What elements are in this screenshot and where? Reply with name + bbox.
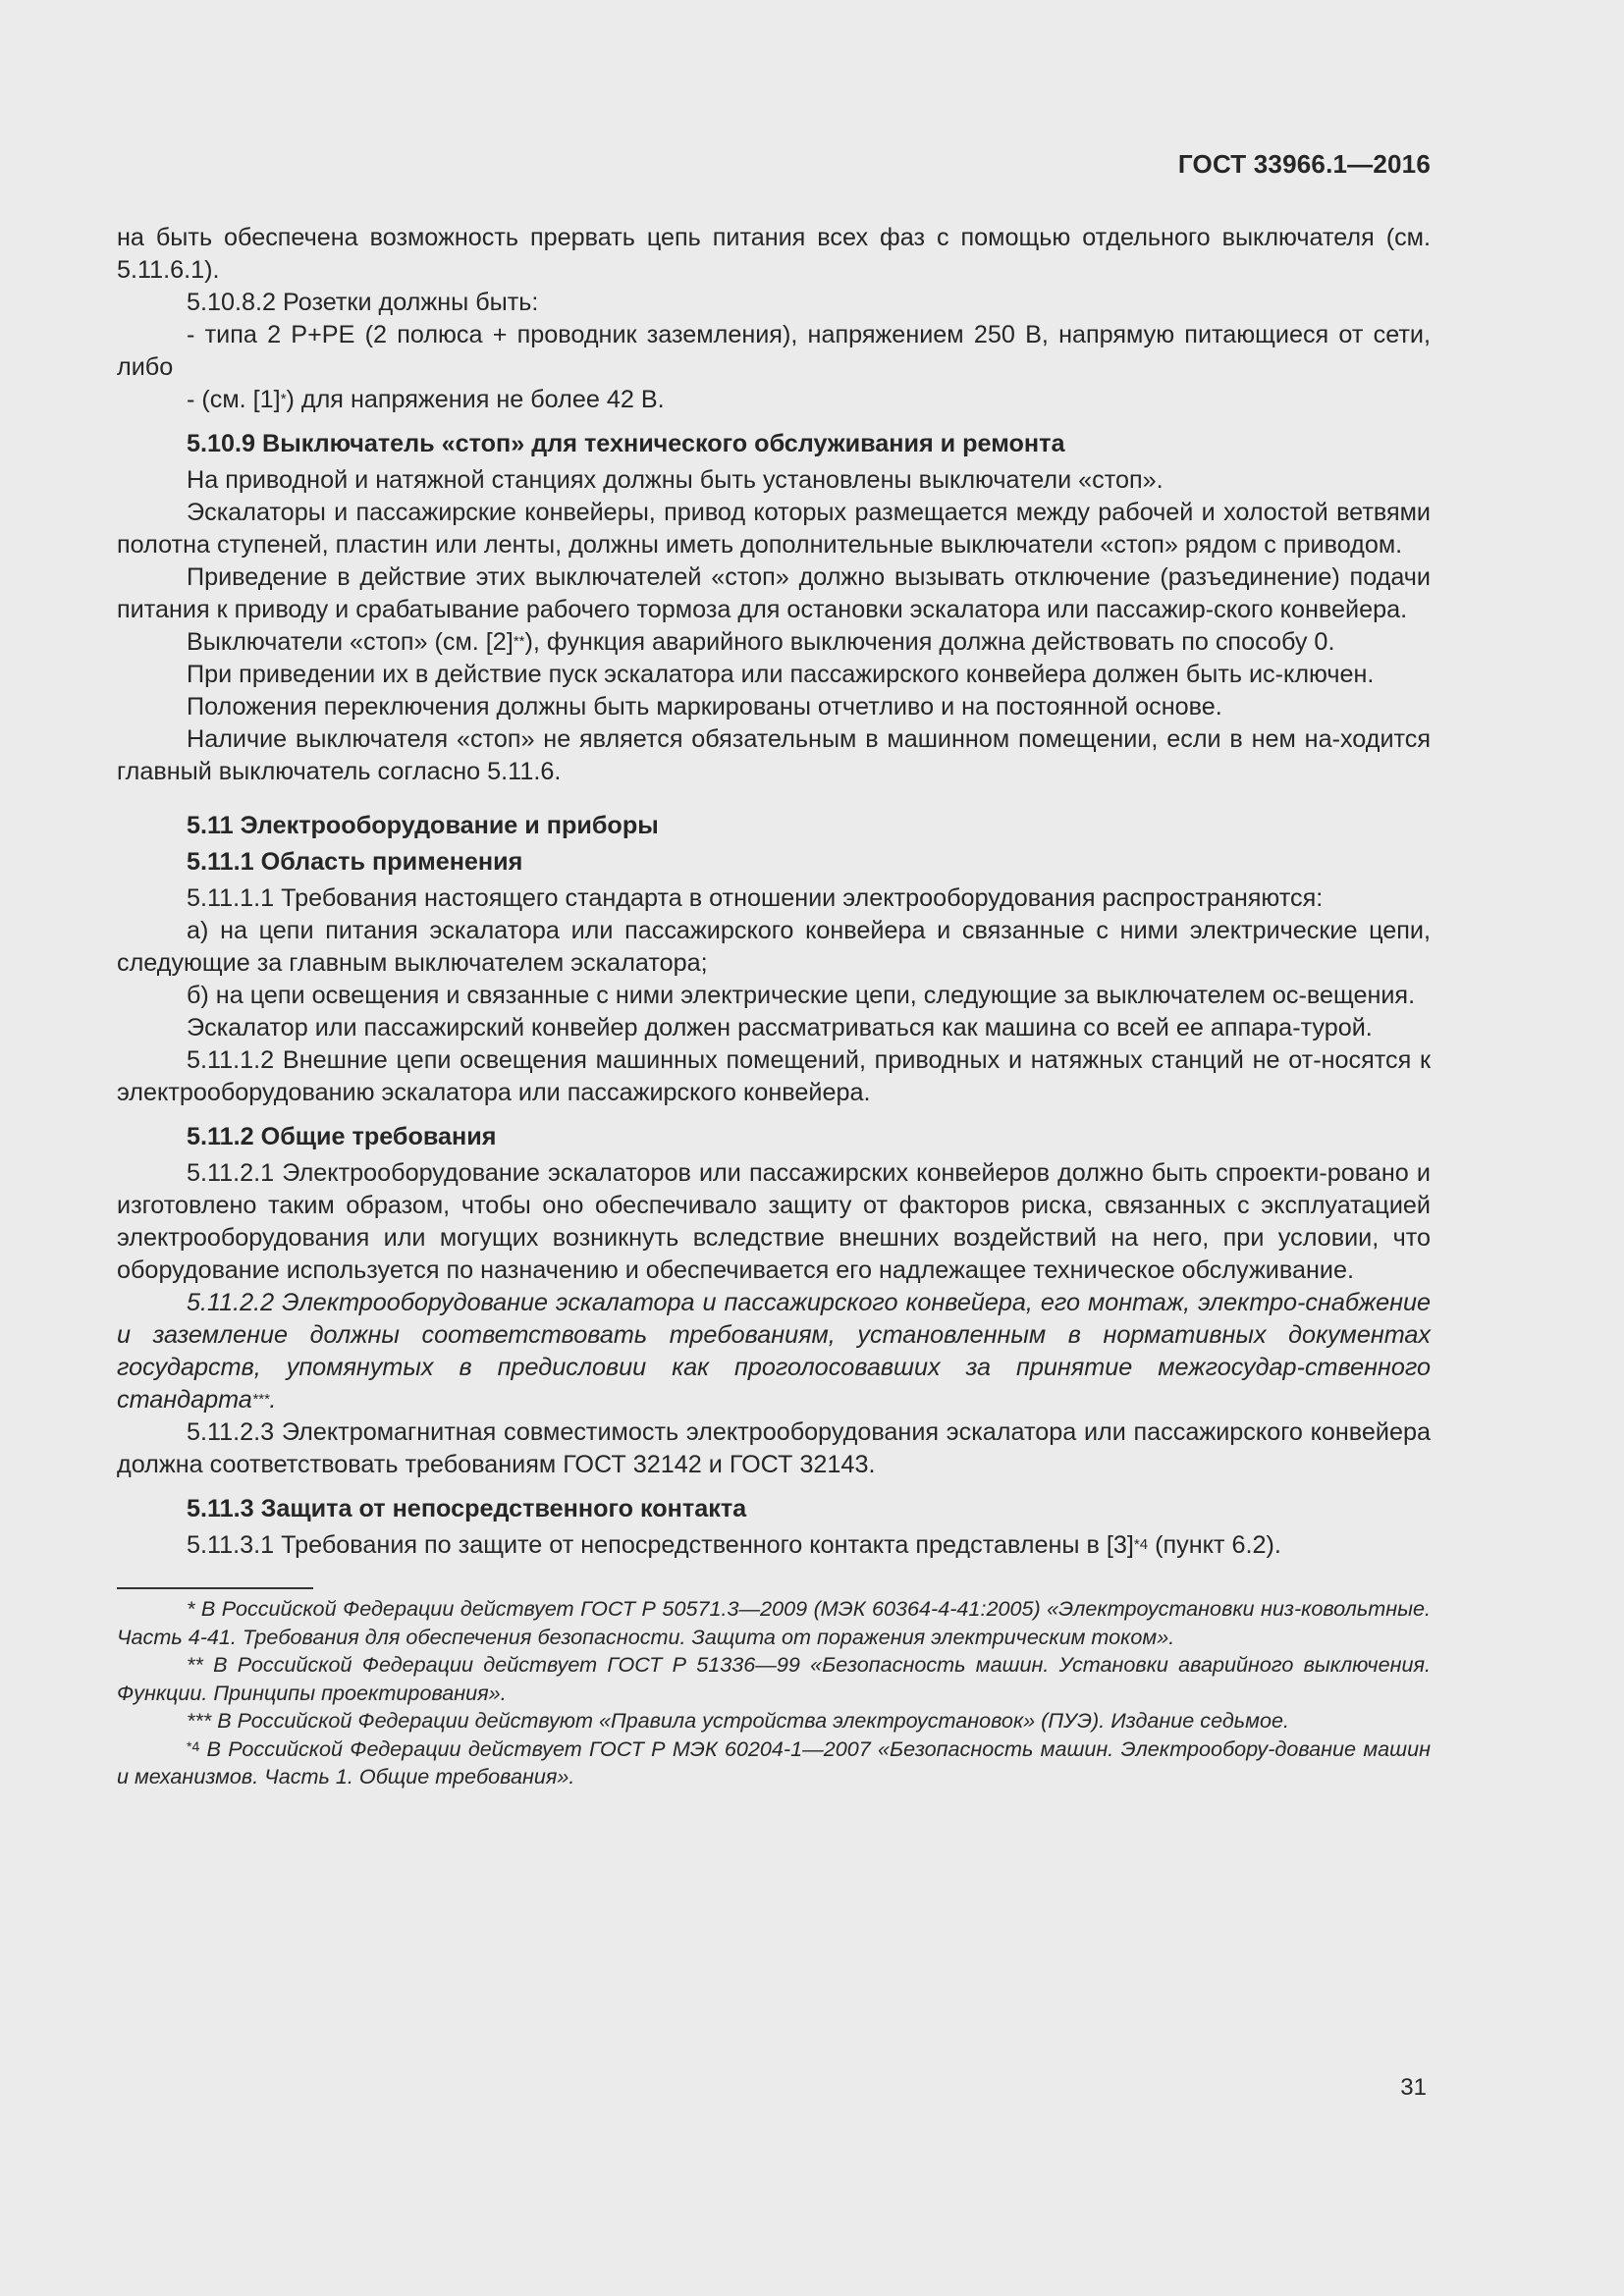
section-heading: 5.11.1 Область применения: [187, 848, 523, 876]
footnote: [117, 1735, 1431, 1791]
text-run: (пункт 6.2).: [1148, 1531, 1281, 1559]
page-number: 31: [1400, 2074, 1427, 2101]
paragraph: Приведение в действие этих выключателей «стоп» должно вызывать отключение (разъединение) подачи питания к приводу и срабатывание рабочего тормоза для остановки эскалатора или пассажир-ского конвейера.: [117, 563, 1431, 623]
paragraph: [117, 384, 1431, 416]
text-run: 5.11.3.1 Требования по защите от непосредственного контакта представлены в [3]: [187, 1531, 1134, 1559]
footnote-reference: *4: [1133, 1536, 1149, 1553]
paragraph: б) на цепи освещения и связанные с ними электрические цепи, следующие за выключателем ос-вещения.: [187, 982, 1416, 1009]
footnote-separator: [117, 1587, 313, 1589]
paragraph: 5.11.1.2 Внешние цепи освещения машинных помещений, приводных и натяжных станций не от-носятся к электрооборудованию эскалатора или пассажирского конвейера.: [117, 1046, 1431, 1106]
text-run: Выключатели «стоп» (см. [2]: [187, 628, 514, 656]
footnote: ** В Российской Федерации действует ГОСТ Р 51336—99 «Безопасность машин. Установки аварийного выключения. Функции. Принципы проектирования».: [117, 1652, 1431, 1705]
paragraph: Наличие выключателя «стоп» не является обязательным в машинном помещении, если в нем на-ходится главный выключатель согласно 5.11.6.: [117, 725, 1431, 785]
footnote-reference: ***: [251, 1391, 270, 1408]
section-heading: 5.11 Электрооборудование и приборы: [187, 812, 659, 839]
text-run: ), функция аварийного выключения должна действовать по способу 0.: [524, 628, 1335, 656]
section-heading: 5.11.2 Общие требования: [187, 1123, 497, 1150]
footnote-reference: *: [280, 391, 287, 407]
paragraph: Эскалатор или пассажирский конвейер должен рассматриваться как машина со всей ее аппара-турой.: [187, 1014, 1373, 1041]
paragraph: При приведении их в действие пуск эскалатора или пассажирского конвейера должен быть ис-ключен.: [187, 661, 1375, 688]
paragraph: 5.10.8.2 Розетки должны быть:: [187, 289, 539, 316]
paragraph: [117, 626, 1431, 659]
document-body: [117, 222, 1431, 1791]
document-code-header: ГОСТ 33966.1—2016: [1177, 149, 1431, 179]
footnote-reference: **: [513, 633, 525, 650]
paragraph: На приводной и натяжной станциях должны быть установлены выключатели «стоп».: [187, 466, 1164, 494]
text-run: .: [269, 1386, 277, 1414]
paragraph: а) на цепи питания эскалатора или пассажирского конвейера и связанные с ними электрические цепи, следующие за главным выключателем эскалатора;: [117, 917, 1431, 977]
paragraph: 5.11.2.3 Электромагнитная совместимость электрооборудования эскалатора или пассажирского конвейера должна соответствовать требованиям ГОСТ 32142 и ГОСТ 32143.: [117, 1418, 1431, 1478]
text-run: - (см. [1]: [187, 386, 281, 413]
text-run: 5.11.2.2 Электрооборудование эскалатора и пассажирского конвейера, его монтаж, электро-снабжение и заземление должны соответствовать требованиям, установленным в нормативных документах государств, упомянутых в предисловии как проголосовавших за принятие межгосудар-ственного стандарта: [117, 1289, 1431, 1414]
section-heading: 5.10.9 Выключатель «стоп» для технического обслуживания и ремонта: [187, 430, 1065, 457]
paragraph: - типа 2 Р+РЕ (2 полюса + проводник заземления), напряжением 250 В, напрямую питающиеся от сети, либо: [117, 321, 1431, 381]
paragraph: 5.11.2.1 Электрооборудование эскалаторов или пассажирских конвейеров должно быть спроекти-ровано и изготовлено таким образом, чтобы оно обеспечивало защиту от факторов риска, связанных с эксплуатацией электрооборудования или могущих возникнуть вследствие внешних воздействий на него, при условии, что оборудование используется по назначению и обеспечивается его надлежащее техническое обслуживание.: [117, 1159, 1431, 1284]
section-heading: 5.11.3 Защита от непосредственного контакта: [187, 1495, 747, 1522]
footnote-mark: *4: [187, 1737, 200, 1754]
paragraph: 5.11.1.1 Требования настоящего стандарта в отношении электрооборудования распространяются:: [187, 884, 1324, 912]
paragraph: на быть обеспечена возможность прервать цепь питания всех фаз с помощью отдельного выключателя (см. 5.11.6.1).: [117, 224, 1431, 284]
paragraph: [117, 1529, 1431, 1562]
paragraph: Эскалаторы и пассажирские конвейеры, привод которых размещается между рабочей и холостой ветвями полотна ступеней, пластин или ленты, должны иметь дополнительные выключатели «стоп» рядом с приводом.: [117, 499, 1431, 559]
footnote: *** В Российской Федерации действуют «Правила устройства электроустановок» (ПУЭ). Издание седьмое.: [187, 1708, 1289, 1733]
text-run: В Российской Федерации действует ГОСТ Р МЭК 60204-1—2007 «Безопасность машин. Электрообору-дование машин и механизмов. Часть 1. Общие требования».: [117, 1735, 1431, 1789]
paragraph: Положения переключения должны быть маркированы отчетливо и на постоянной основе.: [187, 693, 1222, 721]
paragraph-italic: [117, 1287, 1431, 1416]
text-run: ) для напряжения не более 42 В.: [286, 386, 665, 413]
footnote: * В Российской Федерации действует ГОСТ Р 50571.3—2009 (МЭК 60364-4-41:2005) «Электроустановки низ-ковольтные. Часть 4-41. Требования для обеспечения безопасности. Защита от поражения электрическим током».: [117, 1596, 1431, 1649]
